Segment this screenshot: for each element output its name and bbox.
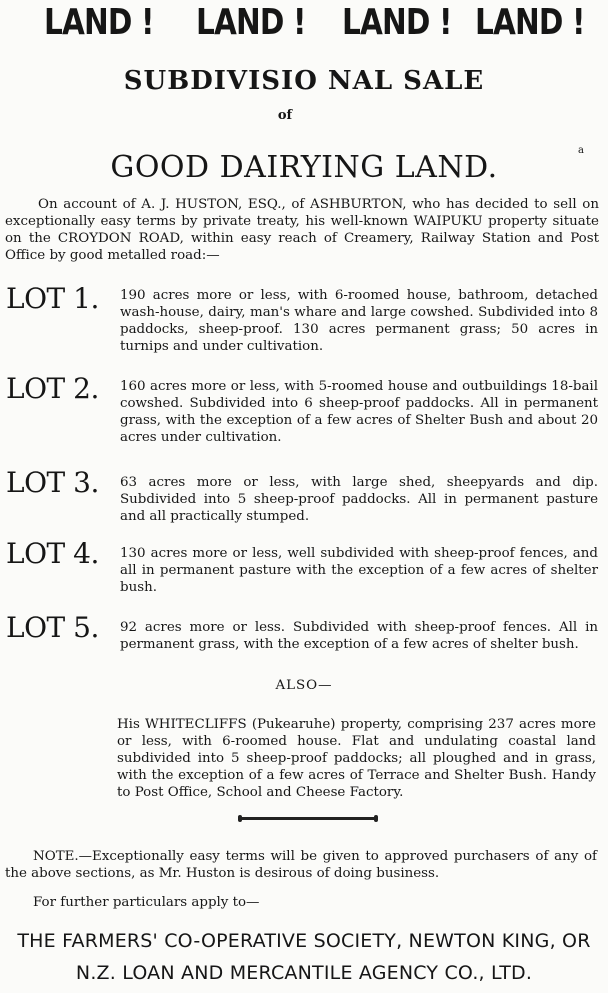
whitecliffs-paragraph: His WHITECLIFFS (Pukearuhe) property, comprising 237 acres more or less, with 6-roomed house. Flat and undulating coastal land subdivided into 5 sheep-proof paddocks; all ploughed and in grass, with the exception of a few acres of Terrace and Shelter Bush. Handy to Post Office, School and Cheese Factory. — [117, 717, 596, 800]
intro-paragraph: On account of A. J. HUSTON, ESQ., of ASHBURTON, who has decided to sell on exceptionally easy terms by private treaty, his well-known WAIPUKU property situate on the CROYDON ROAD, within easy reach of Creamery, Railway Station and Post Office by good metalled road:— — [5, 197, 599, 263]
banner-word-4: LAND ! — [475, 2, 585, 43]
lot-4-text: 130 acres more or less, well subdivided with sheep-proof fences, and all in permanent pasture with the exception of a few acres of shelter bush. — [120, 546, 598, 595]
banner — [0, 0, 608, 52]
lot-1-label: LOT 1. — [6, 282, 99, 315]
lot-3-text: 63 acres more or less, with large shed, sheepyards and dip. Subdivided into 5 sheep-proof paddocks. All in permanent pasture and all practically stumped. — [120, 475, 598, 524]
stray-mark: a — [578, 145, 584, 156]
agent-line-2: N.Z. LOAN AND MERCANTILE AGENCY CO., LTD. — [75, 962, 533, 984]
lot-3-label: LOT 3. — [6, 466, 99, 499]
banner-word-1: LAND ! — [44, 2, 154, 43]
sale-heading: SUBDIVISIO NAL SALE — [123, 66, 485, 96]
lot-2-label: LOT 2. — [6, 372, 99, 405]
lot-4-label: LOT 4. — [6, 537, 99, 570]
of-text: of — [277, 108, 293, 123]
banner-word-3: LAND ! — [342, 2, 452, 43]
note-paragraph: NOTE.—Exceptionally easy terms will be given to approved purchasers of any of the above sections, as Mr. Huston is desirous of doing business. — [5, 849, 597, 881]
banner-word-2: LAND ! — [196, 2, 306, 43]
also-heading: ALSO— — [275, 678, 333, 693]
lot-1-text: 190 acres more or less, with 6-roomed house, bathroom, detached wash-house, dairy, man's whare and large cowshed. Subdivided into 8 paddocks, sheep-proof. 130 acres permanent grass; 50 acres in turnips and under cultivation. — [120, 288, 598, 354]
lot-5-text: 92 acres more or less. Subdivided with sheep-proof fences. All in permanent grass, with the exception of a few acres of shelter bush. — [120, 620, 598, 652]
agent-line-1: THE FARMERS' CO-OPERATIVE SOCIETY, NEWTON KING, OR — [17, 930, 591, 952]
lot-5-label: LOT 5. — [6, 611, 99, 644]
main-title: GOOD DAIRYING LAND. — [110, 150, 498, 185]
divider-rule — [240, 817, 376, 820]
further-particulars: For further particulars apply to— — [33, 895, 260, 910]
lot-2-text: 160 acres more or less, with 5-roomed house and outbuildings 18-bail cowshed. Subdivided into 6 sheep-proof paddocks. All in permanent grass, with the exception of a few acres of Shelter Bush and about 20 acres under cultivation. — [120, 379, 598, 445]
